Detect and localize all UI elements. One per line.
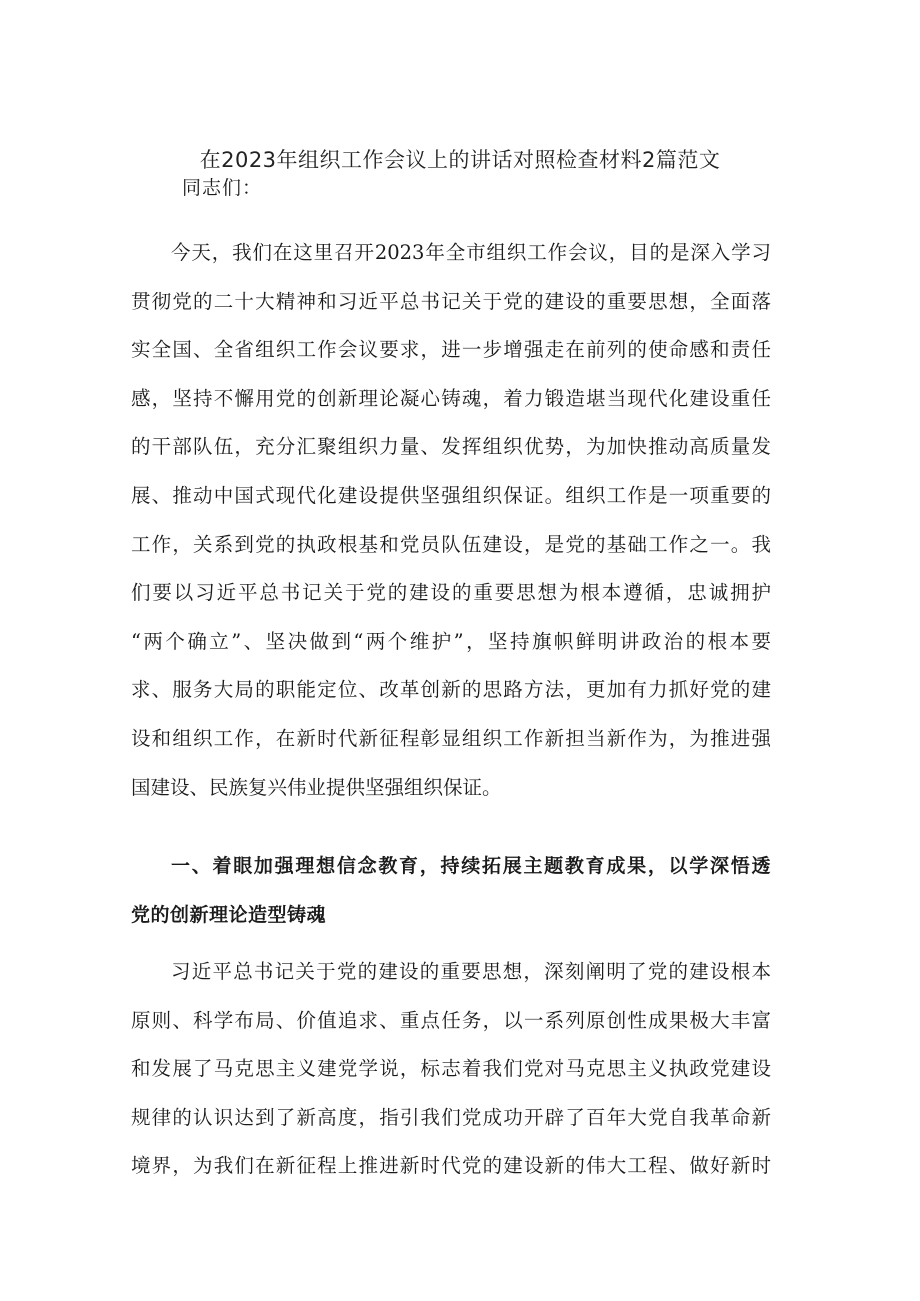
paragraph-line: 和发展了马克思主义建党学说，标志着我们党对马克思主义执政党建设	[131, 1057, 771, 1081]
paragraph-line: 规律的认识达到了新高度，指引我们党成功开辟了百年大党自我革命新	[131, 1105, 771, 1129]
paragraph-line: 国建设、民族复兴伟业提供坚强组织保证。	[131, 775, 502, 799]
paragraph-line: 求、服务大局的职能定位、改革创新的思路方法，更加有力抓好党的建	[131, 678, 771, 702]
paragraph-line: 贯彻党的二十大精神和习近平总书记关于党的建设的重要思想，全面落	[131, 289, 771, 313]
paragraph-line: 原则、科学布局、价值追求、重点任务，以一系列原创性成果极大丰富	[131, 1008, 771, 1032]
paragraph-line: 展、推动中国式现代化建设提供坚强组织保证。组织工作是一项重要的	[131, 483, 771, 507]
paragraph-line: 设和组织工作，在新时代新征程彰显组织工作新担当新作为，为推进强	[131, 726, 771, 750]
paragraph-line: 工作，关系到党的执政根基和党员队伍建设，是党的基础工作之一。我	[131, 532, 771, 556]
paragraph-line: 今天，我们在这里召开2023年全市组织工作会议，目的是深入学习	[171, 241, 771, 264]
paragraph-line: 境界，为我们在新征程上推进新时代党的建设新的伟大工程、做好新时	[131, 1154, 771, 1178]
paragraph-line: 感，坚持不懈用党的创新理论凝心铸魂，着力锻造堪当现代化建设重任	[131, 386, 771, 410]
greeting: 同志们：	[182, 177, 263, 199]
paragraph-line: “两个确立”、坚决做到“两个维护”，坚持旗帜鲜明讲政治的根本要	[131, 629, 771, 653]
paragraph-opening	[131, 229, 771, 812]
paragraph-line: 实全国、全省组织工作会议要求，进一步增强走在前列的使命感和责任	[131, 338, 771, 362]
paragraph-section-one	[131, 948, 771, 1191]
paragraph-line: 习近平总书记关于党的建设的重要思想，深刻阐明了党的建设根本	[171, 960, 771, 983]
heading-line: 一、着眼加强理想信念教育，持续拓展主题教育成果，以学深悟透	[171, 855, 771, 877]
document-title: 在2023年组织工作会议上的讲话对照检查材料2篇范文	[199, 148, 721, 172]
section-heading	[131, 842, 771, 939]
paragraph-line: 的干部队伍，充分汇聚组织力量、发挥组织优势，为加快推动高质量发	[131, 435, 771, 459]
paragraph-line: 们要以习近平总书记关于党的建设的重要思想为根本遵循，忠诚拥护	[131, 581, 771, 605]
heading-line: 党的创新理论造型铸魂	[131, 903, 327, 926]
